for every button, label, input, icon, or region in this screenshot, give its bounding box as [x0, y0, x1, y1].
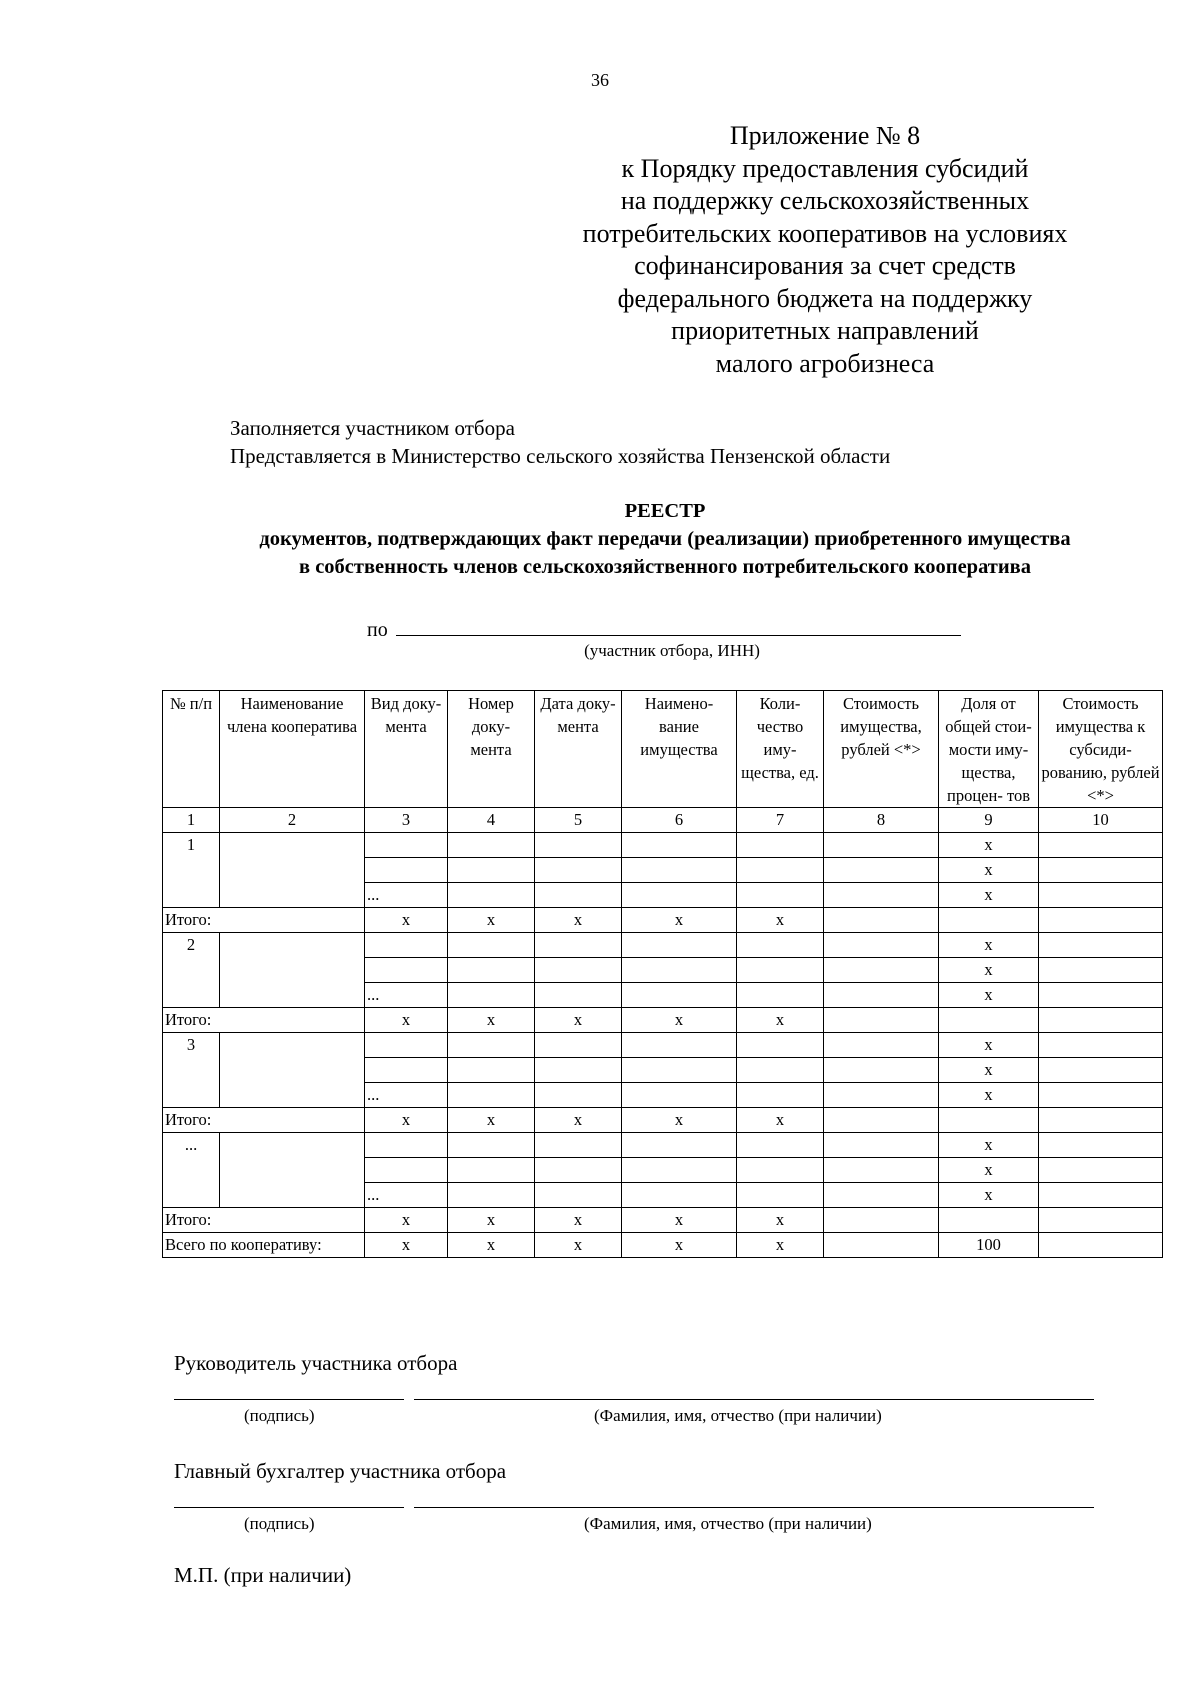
title-line: документов, подтверждающих факт передачи (реализации) приобретенного имущества — [259, 528, 1071, 550]
x-mark-cell: x — [448, 908, 535, 933]
subtotal-row — [163, 1008, 1163, 1033]
data-cell[interactable] — [448, 958, 535, 983]
name-line[interactable] — [414, 1506, 1094, 1508]
filled-by-text: Заполняется участником отбора — [230, 416, 515, 440]
total-row — [163, 1233, 1163, 1258]
name-caption: (Фамилия, имя, отчество (при наличии) — [594, 1406, 882, 1425]
appendix-line: приоритетных направлений — [671, 316, 979, 345]
subsidy-subtotal-cell[interactable] — [1039, 1108, 1163, 1133]
data-cell[interactable] — [824, 1183, 939, 1208]
document-title — [150, 497, 1180, 581]
signature-caption: (подпись) — [244, 1406, 315, 1425]
data-cell[interactable] — [448, 858, 535, 883]
share-subtotal-cell[interactable] — [939, 1108, 1039, 1133]
data-cell[interactable] — [448, 1183, 535, 1208]
data-cell[interactable] — [535, 958, 622, 983]
column-number-cell: 4 — [448, 808, 535, 833]
share-cell: x — [939, 1033, 1039, 1058]
data-cell[interactable] — [535, 1158, 622, 1183]
share-cell: x — [939, 983, 1039, 1008]
data-cell[interactable] — [824, 1058, 939, 1083]
data-cell[interactable] — [737, 983, 824, 1008]
x-mark-cell: x — [448, 1108, 535, 1133]
data-cell[interactable] — [737, 933, 824, 958]
data-cell[interactable] — [535, 858, 622, 883]
x-mark-cell: x — [535, 1208, 622, 1233]
column-number-cell: 7 — [737, 808, 824, 833]
data-cell[interactable] — [622, 858, 737, 883]
x-mark-cell: x — [365, 1208, 448, 1233]
x-mark-cell: x — [365, 1233, 448, 1258]
cost-subtotal-cell[interactable] — [824, 908, 939, 933]
data-cell[interactable] — [824, 833, 939, 858]
data-cell[interactable] — [622, 1083, 737, 1108]
data-cell[interactable] — [824, 883, 939, 908]
table-row — [163, 833, 1163, 858]
signature-caption: (подпись) — [244, 1514, 315, 1533]
x-mark-cell: x — [448, 1208, 535, 1233]
header-cell: Дата доку- мента — [535, 691, 622, 808]
signature-line[interactable] — [174, 1506, 404, 1508]
subsidy-cost-cell[interactable] — [1039, 883, 1163, 908]
header-cell: Вид доку- мента — [365, 691, 448, 808]
share-cell: x — [939, 1058, 1039, 1083]
share-cell: x — [939, 933, 1039, 958]
doc-type-cell[interactable] — [365, 933, 448, 958]
x-mark-cell: x — [737, 908, 824, 933]
column-number-cell: 1 — [163, 808, 220, 833]
name-caption: (Фамилия, имя, отчество (при наличии) — [584, 1514, 872, 1533]
data-cell[interactable] — [535, 833, 622, 858]
header-cell: Наимено- вание имущества — [622, 691, 737, 808]
appendix-line: потребительских кооперативов на условиях — [582, 218, 1068, 248]
x-mark-cell: x — [365, 1008, 448, 1033]
participant-field[interactable] — [367, 619, 961, 642]
data-cell[interactable] — [824, 1033, 939, 1058]
share-cell: x — [939, 1133, 1039, 1158]
doc-type-cell[interactable] — [365, 1133, 448, 1158]
data-cell[interactable] — [737, 883, 824, 908]
subsidy-subtotal-cell[interactable] — [1039, 1008, 1163, 1033]
data-cell[interactable] — [622, 1158, 737, 1183]
data-cell[interactable] — [737, 858, 824, 883]
header-cell: Стоимость имущества к субсиди- рованию, рублей <*> — [1039, 691, 1163, 808]
column-number-cell: 9 — [939, 808, 1039, 833]
data-cell[interactable] — [737, 1033, 824, 1058]
member-name-cell[interactable] — [220, 1133, 365, 1208]
data-cell[interactable] — [535, 1033, 622, 1058]
participant-caption: (участник отбора, ИНН) — [584, 641, 760, 660]
appendix-line: Приложение № 8 — [729, 121, 921, 150]
share-cell: x — [939, 883, 1039, 908]
submission-note — [230, 414, 890, 470]
appendix-line: софинансирования за счет средств — [634, 251, 1016, 280]
data-cell[interactable] — [622, 933, 737, 958]
cost-subtotal-cell[interactable] — [824, 1108, 939, 1133]
cost-subtotal-cell[interactable] — [824, 1008, 939, 1033]
data-cell[interactable] — [824, 958, 939, 983]
member-name-cell[interactable] — [220, 933, 365, 1008]
header-cell: № п/п — [163, 691, 220, 808]
share-subtotal-cell[interactable] — [939, 908, 1039, 933]
submitted-to-text: Представляется в Министерство сельского хозяйства Пензенской области — [230, 444, 891, 468]
doc-type-cell[interactable] — [365, 1033, 448, 1058]
subsidy-cost-cell[interactable] — [1039, 833, 1163, 858]
doc-type-cell[interactable] — [365, 833, 448, 858]
doc-type-cell[interactable]: ... — [365, 883, 448, 908]
x-mark-cell: x — [737, 1233, 824, 1258]
data-cell[interactable] — [448, 1058, 535, 1083]
subsidy-subtotal-cell[interactable] — [1039, 1208, 1163, 1233]
share-total-cell: 100 — [939, 1233, 1039, 1258]
data-cell[interactable] — [448, 1133, 535, 1158]
header-cell: Номер доку- мента — [448, 691, 535, 808]
row-number-cell: 2 — [163, 933, 220, 1008]
page-number: 36 — [591, 70, 609, 90]
subtotal-label: Итого: — [163, 1008, 365, 1033]
doc-type-cell[interactable]: ... — [365, 983, 448, 1008]
data-cell[interactable] — [737, 1058, 824, 1083]
cost-total-cell[interactable] — [824, 1233, 939, 1258]
data-cell[interactable] — [737, 958, 824, 983]
subtotal-row — [163, 908, 1163, 933]
doc-type-cell[interactable] — [365, 858, 448, 883]
header-cell: Доля от общей стои- мости иму- щества, процен- тов — [939, 691, 1039, 808]
table-row — [163, 1133, 1163, 1158]
row-number-cell: 1 — [163, 833, 220, 908]
header-cell: Коли- чество иму- щества, ед. — [737, 691, 824, 808]
doc-type-cell[interactable] — [365, 1058, 448, 1083]
x-mark-cell: x — [622, 1233, 737, 1258]
share-cell: x — [939, 858, 1039, 883]
data-cell[interactable] — [535, 1133, 622, 1158]
data-cell[interactable] — [824, 983, 939, 1008]
signature-label: Руководитель участника отбора — [174, 1351, 458, 1375]
subsidy-cost-cell[interactable] — [1039, 983, 1163, 1008]
subtotal-label: Итого: — [163, 1108, 365, 1133]
subsidy-cost-cell[interactable] — [1039, 1183, 1163, 1208]
signature-block-head — [174, 1351, 1094, 1428]
subsidy-cost-cell[interactable] — [1039, 958, 1163, 983]
data-cell[interactable] — [535, 983, 622, 1008]
header-row — [163, 691, 1163, 808]
appendix-line: к Порядку предоставления субсидий — [621, 153, 1029, 183]
data-cell[interactable] — [622, 833, 737, 858]
x-mark-cell: x — [535, 1008, 622, 1033]
data-cell[interactable] — [824, 1133, 939, 1158]
x-mark-cell: x — [448, 1008, 535, 1033]
appendix-line: малого агробизнеса — [715, 348, 935, 378]
column-number-cell: 3 — [365, 808, 448, 833]
appendix-header — [555, 120, 1095, 380]
data-cell[interactable] — [737, 833, 824, 858]
doc-type-cell[interactable]: ... — [365, 1083, 448, 1108]
subtotal-row — [163, 1208, 1163, 1233]
cost-subtotal-cell[interactable] — [824, 1208, 939, 1233]
share-cell: x — [939, 1158, 1039, 1183]
signature-line[interactable] — [174, 1398, 404, 1400]
x-mark-cell: x — [737, 1208, 824, 1233]
registry-table — [162, 690, 1163, 1258]
share-cell: x — [939, 833, 1039, 858]
subsidy-total-cell[interactable] — [1039, 1233, 1163, 1258]
data-cell[interactable] — [448, 1033, 535, 1058]
x-mark-cell: x — [737, 1108, 824, 1133]
data-cell[interactable] — [535, 1083, 622, 1108]
data-cell[interactable] — [448, 833, 535, 858]
member-name-cell[interactable] — [220, 833, 365, 908]
name-line[interactable] — [414, 1398, 1094, 1400]
data-cell[interactable] — [535, 1183, 622, 1208]
subtotal-label: Итого: — [163, 1208, 365, 1233]
subsidy-cost-cell[interactable] — [1039, 1033, 1163, 1058]
column-number-cell: 6 — [622, 808, 737, 833]
table-row — [163, 1033, 1163, 1058]
x-mark-cell: x — [737, 1008, 824, 1033]
column-number-cell: 8 — [824, 808, 939, 833]
data-cell[interactable] — [622, 1058, 737, 1083]
header-cell: Стоимость имущества, рублей <*> — [824, 691, 939, 808]
share-subtotal-cell[interactable] — [939, 1208, 1039, 1233]
subtotal-row — [163, 1108, 1163, 1133]
row-number-cell: ... — [163, 1133, 220, 1208]
share-subtotal-cell[interactable] — [939, 1008, 1039, 1033]
subsidy-cost-cell[interactable] — [1039, 933, 1163, 958]
x-mark-cell: x — [535, 1233, 622, 1258]
data-cell[interactable] — [824, 1083, 939, 1108]
appendix-line: на поддержку сельскохозяйственных — [620, 186, 1030, 215]
signature-label: Главный бухгалтер участника отбора — [174, 1459, 507, 1483]
column-number-cell: 10 — [1039, 808, 1163, 833]
table-row — [163, 933, 1163, 958]
share-cell: x — [939, 1183, 1039, 1208]
subsidy-cost-cell[interactable] — [1039, 858, 1163, 883]
data-cell[interactable] — [737, 1158, 824, 1183]
data-cell[interactable] — [448, 883, 535, 908]
title-line: РЕЕСТР — [624, 500, 706, 522]
participant-blank-line[interactable] — [396, 621, 961, 636]
data-cell[interactable] — [448, 1083, 535, 1108]
subsidy-cost-cell[interactable] — [1039, 1083, 1163, 1108]
x-mark-cell: x — [535, 1108, 622, 1133]
stamp-note: М.П. (при наличии) — [174, 1563, 352, 1587]
member-name-cell[interactable] — [220, 1033, 365, 1108]
doc-type-cell[interactable] — [365, 958, 448, 983]
row-number-cell: 3 — [163, 1033, 220, 1108]
x-mark-cell: x — [365, 1108, 448, 1133]
data-cell[interactable] — [824, 933, 939, 958]
share-cell: x — [939, 1083, 1039, 1108]
data-cell[interactable] — [535, 1058, 622, 1083]
header-cell: Наименование члена кооператива — [220, 691, 365, 808]
x-mark-cell: x — [365, 908, 448, 933]
doc-type-cell[interactable]: ... — [365, 1183, 448, 1208]
data-cell[interactable] — [622, 958, 737, 983]
data-cell[interactable] — [622, 1033, 737, 1058]
subsidy-subtotal-cell[interactable] — [1039, 908, 1163, 933]
subtotal-label: Итого: — [163, 908, 365, 933]
data-cell[interactable] — [448, 1158, 535, 1183]
title-line: в собственность членов сельскохозяйственного потребительского кооператива — [299, 556, 1031, 578]
column-number-cell: 5 — [535, 808, 622, 833]
data-cell[interactable] — [622, 1133, 737, 1158]
data-cell[interactable] — [824, 858, 939, 883]
data-cell[interactable] — [622, 883, 737, 908]
subsidy-cost-cell[interactable] — [1039, 1158, 1163, 1183]
data-cell[interactable] — [448, 983, 535, 1008]
column-number-cell: 2 — [220, 808, 365, 833]
doc-type-cell[interactable] — [365, 1158, 448, 1183]
data-cell[interactable] — [622, 1183, 737, 1208]
data-cell[interactable] — [737, 1133, 824, 1158]
share-cell: x — [939, 958, 1039, 983]
total-label: Всего по кооперативу: — [163, 1233, 365, 1258]
data-cell[interactable] — [535, 883, 622, 908]
data-cell[interactable] — [535, 933, 622, 958]
data-cell[interactable] — [824, 1158, 939, 1183]
data-cell[interactable] — [448, 933, 535, 958]
signature-block-accountant — [174, 1459, 1094, 1536]
subsidy-cost-cell[interactable] — [1039, 1058, 1163, 1083]
subsidy-cost-cell[interactable] — [1039, 1133, 1163, 1158]
x-mark-cell: x — [622, 908, 737, 933]
appendix-line: федерального бюджета на поддержку — [617, 283, 1033, 313]
x-mark-cell: x — [622, 1208, 737, 1233]
x-mark-cell: x — [448, 1233, 535, 1258]
data-cell[interactable] — [737, 1183, 824, 1208]
x-mark-cell: x — [622, 1008, 737, 1033]
data-cell[interactable] — [622, 983, 737, 1008]
column-number-row — [163, 808, 1163, 833]
data-cell[interactable] — [737, 1083, 824, 1108]
x-mark-cell: x — [622, 1108, 737, 1133]
x-mark-cell: x — [535, 908, 622, 933]
po-label: по — [367, 619, 388, 641]
